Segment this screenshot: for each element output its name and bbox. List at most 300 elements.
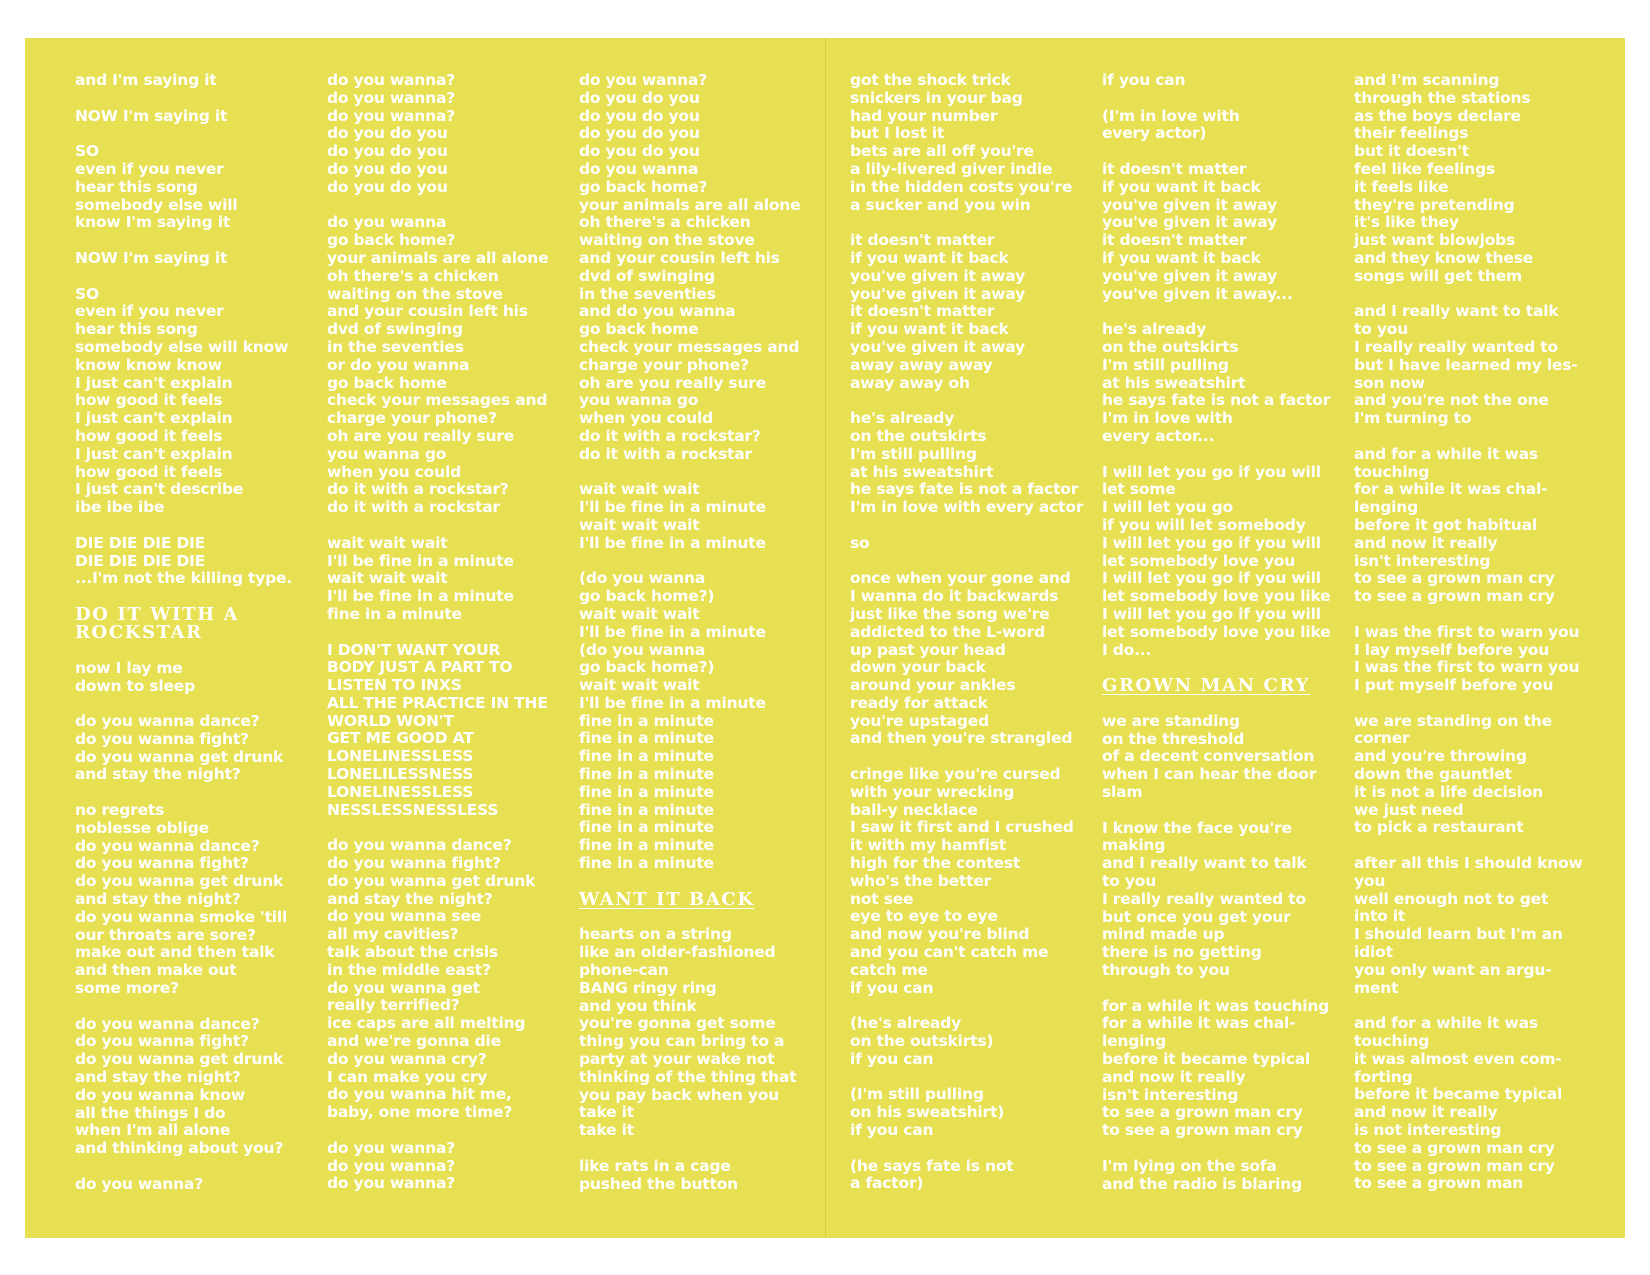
lyric-line: go back home?) (579, 587, 715, 606)
lyric-line: when I'm all alone (75, 1121, 231, 1140)
lyric-line: and now it really (1354, 1103, 1498, 1122)
stanza-gap (579, 553, 824, 571)
song-title: ROCKSTAR (75, 621, 203, 643)
lyric-line: our throats are sore? (75, 925, 256, 944)
lyric-line: you're upstaged (850, 711, 990, 730)
lyric-line: I DON'T WANT YOUR (327, 640, 501, 659)
lyric-line: how good it feels (75, 426, 223, 445)
lyric-line: I just can't describe (75, 480, 244, 499)
lyric-line: I'm lying on the sofa (1102, 1156, 1277, 1175)
lyric-line: to you (1102, 872, 1157, 891)
lyric-line: I really really wanted to (1354, 337, 1558, 356)
stanza-gap (579, 464, 824, 482)
lyric-line: at his sweatshirt (1102, 373, 1246, 392)
lyric-line: a sucker and you win (850, 195, 1031, 214)
lyric-line: do you wanna cry? (327, 1049, 487, 1068)
lyric-line: do you wanna get drunk (75, 1050, 284, 1069)
stanza-gap (850, 392, 1095, 410)
lyric-line: I lay myself before you (1354, 640, 1550, 659)
stanza-gap (1102, 446, 1347, 464)
lyric-line: into it (1354, 907, 1406, 926)
lyric-line: fine in a minute (579, 729, 714, 748)
lyric-line: do you wanna fight? (75, 729, 249, 748)
lyric-line: do you wanna get drunk (327, 871, 536, 890)
lyric-line: your animals are all alone (579, 195, 801, 214)
lyric-line: how good it feels (75, 391, 223, 410)
lyric-line: do it with a rockstar (327, 498, 500, 517)
lyric-line: you've given it away (850, 337, 1025, 356)
song-title: DO IT WITH A (75, 603, 240, 625)
lyric-line: now I lay me (75, 658, 183, 677)
lyric-line: wait wait wait (327, 533, 448, 552)
lyric-line: do you wanna? (327, 106, 456, 125)
lyric-line: if you will let somebody (1102, 515, 1306, 534)
lyric-line: I will let you go if you will (1102, 533, 1321, 552)
lyric-line: go back home (327, 373, 447, 392)
lyric-line: let some (1102, 480, 1176, 499)
lyric-line: dvd of swinging (579, 266, 715, 285)
lyric-line: oh there's a chicken (579, 213, 751, 232)
lyric-line: ice caps are all melting (327, 1014, 526, 1033)
lyric-line: he's already (850, 409, 955, 428)
lyric-line: talk about the crisis (327, 943, 498, 962)
lyric-line: do you do you (327, 159, 448, 178)
stanza-gap (850, 517, 1095, 535)
lyric-line: and you're not the one (1354, 391, 1549, 410)
lyric-line: and for a while it was (1354, 444, 1538, 463)
lyric-line: down your back (850, 658, 986, 677)
lyric-line: wait wait wait (327, 569, 448, 588)
lyric-line: do you wanna fight? (75, 1032, 249, 1051)
lyric-line: LONELINESSLESS (327, 747, 474, 766)
lyric-line: it doesn't matter (1102, 231, 1247, 250)
lyric-line: and you can't catch me (850, 943, 1049, 962)
lyric-line: SO (75, 284, 99, 303)
lyric-line: to see a grown man (1354, 1174, 1524, 1193)
lyric-line: (he says fate is not (850, 1156, 1014, 1175)
lyric-line: do you wanna? (75, 1174, 204, 1193)
lyric-line: when I can hear the door (1102, 765, 1317, 784)
page-fold (825, 38, 826, 1238)
lyric-line: before it became typical (1102, 1050, 1311, 1069)
lyric-line: your animals are all alone (327, 248, 549, 267)
song-title: GROWN MAN CRY (1102, 675, 1310, 697)
lyric-line: and your cousin left his (579, 248, 780, 267)
lyric-line: do you wanna dance? (75, 1014, 260, 1033)
lyric-line: if you can (850, 1049, 934, 1068)
lyric-line: it doesn't matter (850, 302, 995, 321)
lyric-line: before it became typical (1354, 1085, 1563, 1104)
lyric-line: we just need (1354, 800, 1464, 819)
lyric-column-2 (327, 72, 572, 1193)
stanza-gap (850, 997, 1095, 1015)
lyric-line: we are standing on the (1354, 711, 1552, 730)
lyric-line: in the hidden costs you're (850, 177, 1073, 196)
lyric-line: some more? (75, 979, 179, 998)
lyric-line: away away away (850, 355, 993, 374)
lyric-line: but I have learned my les- (1354, 355, 1578, 374)
stanza-gap (327, 197, 572, 215)
lyric-line: I put myself before you (1354, 676, 1554, 695)
stanza-gap (1102, 143, 1347, 161)
lyric-line: thing you can bring to a (579, 1032, 785, 1051)
lyric-line: LONELILESSNESS (327, 765, 474, 784)
lyric-line: once when your gone and (850, 569, 1071, 588)
lyric-line: and your cousin left his (327, 302, 528, 321)
stanza-gap (579, 1140, 824, 1158)
lyric-line: if you want it back (850, 248, 1009, 267)
lyric-line: a factor) (850, 1174, 924, 1193)
lyric-line: on the outskirts) (850, 1032, 994, 1051)
lyric-line: even if you never (75, 159, 224, 178)
lyric-line: oh are you really sure (327, 426, 515, 445)
lyric-line: I just can't explain (75, 409, 233, 428)
lyric-line: do you wanna dance? (75, 836, 260, 855)
lyric-line: through the stations (1354, 88, 1531, 107)
lyric-line: if you want it back (1102, 248, 1261, 267)
stanza-gap (579, 873, 824, 891)
lyric-line: on the outskirts (850, 426, 987, 445)
lyric-line: ready for attack (850, 693, 988, 712)
lyric-line: snickers in your bag (850, 88, 1023, 107)
lyric-line: catch me (850, 960, 928, 979)
stanza-gap (75, 125, 320, 143)
lyric-line: you're gonna get some (579, 1014, 776, 1033)
lyric-line: who's the better (850, 871, 992, 890)
lyric-line: do you wanna smoke 'till (75, 907, 288, 926)
lyric-line: you've given it away (850, 284, 1025, 303)
lyric-line: it doesn't matter (1102, 159, 1247, 178)
lyric-line: you pay back when you (579, 1085, 780, 1104)
lyric-line: do you wanna get drunk (75, 872, 284, 891)
lyric-line: they're pretending (1354, 195, 1515, 214)
lyric-line: but once you get your (1102, 907, 1291, 926)
lyric-line: I just can't explain (75, 444, 233, 463)
lyric-line: do you do you (579, 124, 700, 143)
lyric-line: to you (1354, 320, 1409, 339)
lyric-line: go back home (579, 320, 699, 339)
lyric-line: DIE DIE DIE DIE (75, 551, 206, 570)
lyric-line: I really really wanted to (1102, 889, 1306, 908)
lyric-line: do you wanna? (327, 88, 456, 107)
lyric-line: know know know (75, 355, 222, 374)
lyric-line: and then make out (75, 961, 237, 980)
lyric-line: all my cavities? (327, 925, 459, 944)
lyric-line: do you wanna know (75, 1085, 245, 1104)
lyric-line: had your number (850, 106, 998, 125)
stanza-gap (1102, 802, 1347, 820)
lyric-line: I'll be fine in a minute (579, 533, 766, 552)
stanza-gap (327, 624, 572, 642)
lyric-line: hearts on a string (579, 925, 732, 944)
lyric-line: for a while it was touching (1102, 996, 1330, 1015)
lyric-line: go back home? (327, 231, 456, 250)
lyric-line: ball-y necklace (850, 800, 978, 819)
lyric-line: I'll be fine in a minute (327, 551, 514, 570)
lyric-line: do you wanna fight? (75, 854, 249, 873)
lyric-line: and now it really (1102, 1067, 1246, 1086)
lyric-line: down to sleep (75, 676, 196, 695)
lyric-line: SO (75, 142, 99, 161)
lyric-line: I was the first to warn you (1354, 658, 1580, 677)
lyric-line: is not interesting (1354, 1121, 1502, 1140)
lyric-line: like an older-fashioned (579, 943, 776, 962)
lyric-line: LISTEN TO INXS (327, 676, 462, 695)
lyric-line: do you do you (327, 177, 448, 196)
lyric-line: I'll be fine in a minute (579, 693, 766, 712)
stanza-gap (850, 214, 1095, 232)
lyric-line: I saw it first and I crushed (850, 818, 1074, 837)
lyric-line: in the seventies (579, 284, 716, 303)
lyric-line: hear this song (75, 320, 198, 339)
lyric-line: I can make you cry (327, 1067, 488, 1086)
lyric-line: go back home? (579, 177, 708, 196)
lyric-line: and now it really (1354, 533, 1498, 552)
lyric-line: slam (1102, 783, 1143, 802)
lyric-line: there is no getting (1102, 943, 1262, 962)
lyric-column-1 (75, 72, 320, 1194)
lyric-line: and I'm scanning (1354, 71, 1500, 89)
lyric-line: do you wanna see (327, 907, 482, 926)
stanza-gap (75, 517, 320, 535)
stanza-gap (850, 1140, 1095, 1158)
lyric-line: dvd of swinging (327, 320, 463, 339)
lyric-line: it is not a life decision (1354, 782, 1544, 801)
lyric-line: and now you're blind (850, 925, 1030, 944)
lyric-line: fine in a minute (579, 800, 714, 819)
lyric-line: on his sweatshirt) (850, 1103, 1005, 1122)
lyric-line: even if you never (75, 302, 224, 321)
lyric-line: phone-can (579, 961, 669, 980)
stanza-gap (75, 90, 320, 108)
stanza-gap (1102, 980, 1347, 998)
lyric-line: mind made up (1102, 925, 1225, 944)
lyric-line: down the gauntlet (1354, 765, 1512, 784)
lyric-line: or do you wanna (327, 355, 470, 374)
lyric-line: isn't interesting (1102, 1085, 1239, 1104)
lyric-line: he says fate is not a factor (1102, 391, 1331, 410)
lyric-line: ibe ibe ibe (75, 498, 165, 517)
lyric-line: know I'm saying it (75, 213, 231, 232)
lyric-line: and stay the night? (327, 889, 493, 908)
lyric-column-5 (1102, 72, 1347, 1193)
lyric-line: and thinking about you? (75, 1139, 284, 1158)
lyric-line: I'll be fine in a minute (579, 622, 766, 641)
lyric-line: lenging (1354, 498, 1418, 517)
lyric-line: do you wanna fight? (327, 854, 501, 873)
lyric-line: as the boys declare (1354, 106, 1521, 125)
stanza-gap (1102, 695, 1347, 713)
lyric-line: of a decent conversation (1102, 747, 1315, 766)
lyric-line: and stay the night? (75, 765, 241, 784)
lyric-line: at his sweatshirt (850, 462, 994, 481)
lyric-line: I'm in love with every actor (850, 498, 1084, 517)
lyric-line: thinking of the thing that (579, 1067, 797, 1086)
lyric-line: BODY JUST A PART TO (327, 658, 513, 677)
lyric-line: lenging (1102, 1032, 1166, 1051)
lyric-line: before it got habitual (1354, 515, 1537, 534)
lyric-line: and we're gonna die (327, 1032, 501, 1051)
lyric-line: fine in a minute (579, 782, 714, 801)
lyric-line: ...I'm not the killing type. (75, 569, 293, 588)
lyric-line: do you do you (579, 106, 700, 125)
lyric-line: pushed the button (579, 1174, 738, 1193)
lyric-line: cringe like you're cursed (850, 765, 1061, 784)
lyric-line: baby, one more time? (327, 1103, 513, 1122)
lyric-line: WORLD WON'T (327, 711, 454, 730)
lyric-line: really terrified? (327, 996, 460, 1015)
lyric-line: through to you (1102, 961, 1230, 980)
lyric-line: (do you wanna (579, 640, 706, 659)
lyric-line: do you wanna? (327, 71, 456, 89)
lyric-line: let somebody love you like (1102, 587, 1331, 606)
lyric-line: GET ME GOOD AT (327, 729, 474, 748)
lyric-line: away away oh (850, 373, 970, 392)
lyric-line: it doesn't matter (850, 231, 995, 250)
lyric-line: idiot (1354, 943, 1393, 962)
lyric-line: if you can (850, 1121, 934, 1140)
stanza-gap (1354, 695, 1599, 713)
lyric-line: to see a grown man cry (1354, 1156, 1555, 1175)
lyric-line: and for a while it was (1354, 1014, 1538, 1033)
lyric-line: if you can (1102, 71, 1186, 89)
lyric-line: around your ankles (850, 676, 1016, 695)
lyric-line: do you wanna? (327, 1174, 456, 1193)
lyric-line: every actor) (1102, 124, 1207, 143)
lyric-line: with your wrecking (850, 782, 1015, 801)
lyric-line: after all this I should know (1354, 854, 1583, 873)
lyric-line: do you wanna (579, 159, 699, 178)
lyric-line: charge your phone? (579, 355, 749, 374)
stanza-gap (1102, 1140, 1347, 1158)
lyric-line: I was the first to warn you (1354, 622, 1580, 641)
lyric-line: he says fate is not a factor (850, 480, 1079, 499)
lyric-line: do you wanna get (327, 978, 480, 997)
lyric-line: wait wait wait (579, 676, 700, 695)
lyric-line: songs will get them (1354, 266, 1523, 285)
lyric-line: up past your head (850, 640, 1006, 659)
lyric-line: do you do you (579, 142, 700, 161)
lyric-line: do you do you (327, 124, 448, 143)
lyric-line: their feelings (1354, 124, 1469, 143)
lyric-line: we are standing (1102, 711, 1240, 730)
lyric-line: I know the face you're (1102, 818, 1292, 837)
lyric-line: it with my hamfist (850, 836, 1006, 855)
lyric-line: touching (1354, 1032, 1430, 1051)
stanza-gap (75, 695, 320, 713)
lyric-line: I will let you go if you will (1102, 462, 1321, 481)
lyric-line: let somebody love you like (1102, 622, 1331, 641)
stanza-gap (75, 268, 320, 286)
stanza-gap (327, 819, 572, 837)
lyric-line: and stay the night? (75, 1068, 241, 1087)
lyric-line: no regrets (75, 801, 165, 820)
lyric-line: I will let you go (1102, 498, 1233, 517)
lyric-line: oh are you really sure (579, 373, 767, 392)
lyric-line: got the shock trick (850, 71, 1011, 89)
lyric-line: waiting on the stove (579, 231, 755, 250)
lyric-line: go back home?) (579, 658, 715, 677)
lyric-line: so (850, 533, 870, 552)
stanza-gap (1354, 997, 1599, 1015)
lyric-line: not see (850, 889, 914, 908)
lyric-line: take it (579, 1103, 634, 1122)
lyric-line: I wanna do it backwards (850, 587, 1059, 606)
lyric-line: for a while it was chal- (1354, 480, 1548, 499)
lyric-line: and then you're strangled (850, 729, 1073, 748)
lyric-line: wait wait wait (579, 480, 700, 499)
lyric-line: and you think (579, 996, 697, 1015)
lyric-line: do you wanna (327, 213, 447, 232)
lyric-line: feel like feelings (1354, 159, 1496, 178)
lyric-line: do you do you (327, 142, 448, 161)
lyric-line: do it with a rockstar? (579, 426, 761, 445)
stanza-gap (1102, 303, 1347, 321)
lyric-line: I do... (1102, 640, 1152, 659)
stanza-gap (1354, 286, 1599, 304)
lyric-line: do you wanna? (327, 1156, 456, 1175)
stanza-gap (75, 232, 320, 250)
lyric-line: fine in a minute (579, 854, 714, 873)
lyric-line: high for the contest (850, 854, 1021, 873)
lyric-line: you wanna go (327, 444, 447, 463)
lyric-line: (I'm in love with (1102, 106, 1240, 125)
lyric-line: somebody else will (75, 195, 238, 214)
lyric-line: fine in a minute (579, 711, 714, 730)
lyric-line: corner (1354, 729, 1410, 748)
lyric-line: NOW I'm saying it (75, 248, 228, 267)
lyric-line: making (1102, 836, 1166, 855)
lyric-line: you've given it away (1102, 213, 1277, 232)
lyric-line: in the middle east? (327, 960, 491, 979)
lyric-line: and do you wanna (579, 302, 736, 321)
lyric-line: but I lost it (850, 124, 945, 143)
lyric-line: in the seventies (327, 337, 464, 356)
lyric-line: fine in a minute (579, 765, 714, 784)
stanza-gap (327, 517, 572, 535)
lyric-line: all the things I do (75, 1103, 226, 1122)
lyric-line: you've given it away (1102, 195, 1277, 214)
lyric-line: if you want it back (1102, 177, 1261, 196)
lyric-line: I should learn but I'm an (1354, 925, 1563, 944)
stanza-gap (75, 784, 320, 802)
lyric-line: ment (1354, 978, 1399, 997)
lyric-line: you wanna go (579, 391, 699, 410)
lyric-line: to see a grown man cry (1354, 569, 1555, 588)
lyric-line: for a while it was chal- (1102, 1014, 1296, 1033)
lyric-line: if you can (850, 978, 934, 997)
stanza-gap (1354, 606, 1599, 624)
lyric-line: (I'm still pulling (850, 1085, 984, 1104)
lyric-line: how good it feels (75, 462, 223, 481)
lyric-line: and you're throwing (1354, 747, 1527, 766)
lyric-line: I'll be fine in a minute (327, 587, 514, 606)
lyric-line: a lily-livered giver indie (850, 159, 1053, 178)
lyric-line: fine in a minute (327, 604, 462, 623)
lyric-line: when you could (327, 462, 461, 481)
lyric-line: I'm in love with (1102, 409, 1233, 428)
lyric-line: eye to eye to eye (850, 907, 998, 926)
lyric-line: just like the song we're (850, 604, 1050, 623)
lyric-line: forting (1354, 1067, 1413, 1086)
stanza-gap (75, 1158, 320, 1176)
lyric-line: BANG ringy ring (579, 978, 717, 997)
lyric-line: do it with a rockstar (579, 444, 752, 463)
stanza-gap (1102, 90, 1347, 108)
lyric-line: on the outskirts (1102, 337, 1239, 356)
lyric-line: to see a grown man cry (1354, 1138, 1555, 1157)
lyric-line: fine in a minute (579, 836, 714, 855)
